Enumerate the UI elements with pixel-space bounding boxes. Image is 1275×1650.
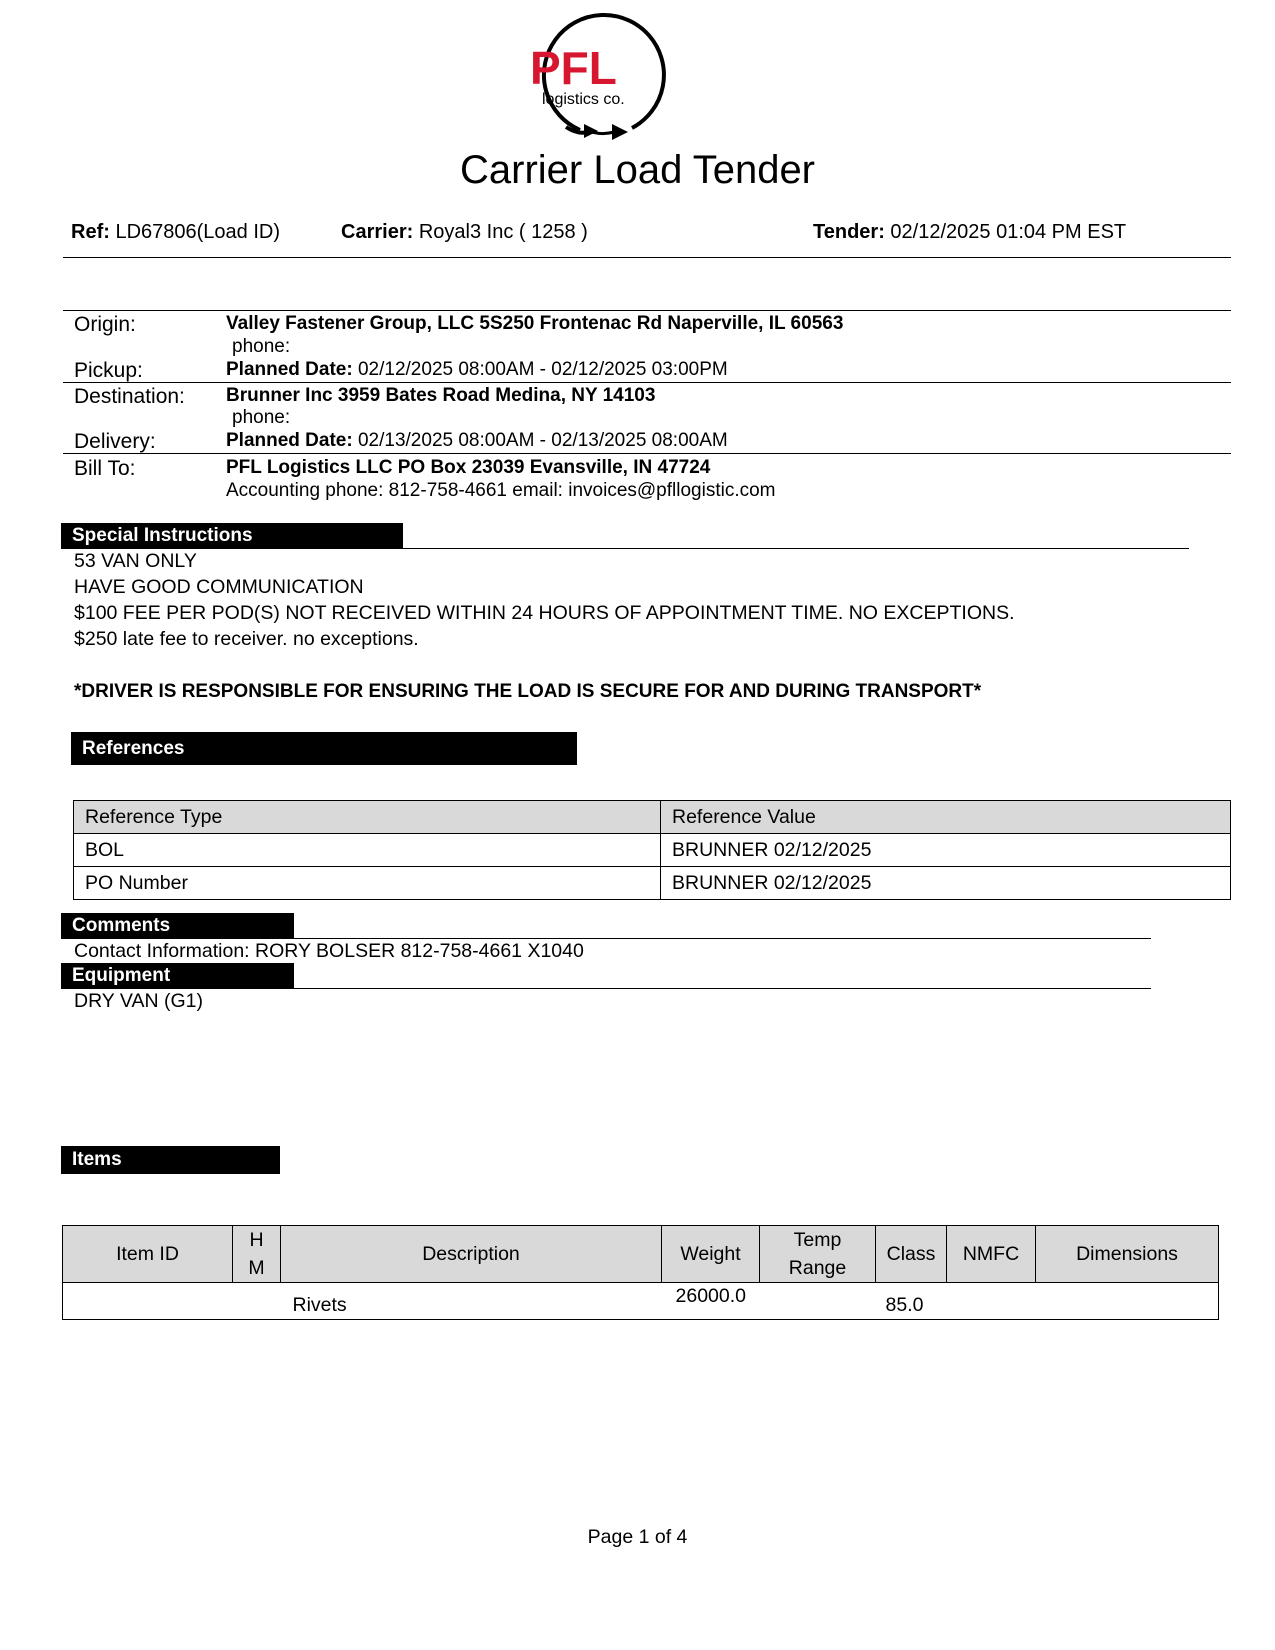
comments-heading: Comments bbox=[61, 913, 294, 939]
description-header: Description bbox=[281, 1226, 662, 1283]
carrier-label: Carrier: bbox=[341, 221, 414, 243]
temp-range-header: Temp Range bbox=[760, 1226, 876, 1283]
table-row bbox=[74, 867, 1231, 900]
reference-type-cell: PO Number bbox=[74, 867, 661, 900]
temp-range-cell bbox=[760, 1283, 876, 1320]
class-header: Class bbox=[876, 1226, 947, 1283]
origin-label: Origin: bbox=[74, 313, 136, 336]
instruction-line: $100 FEE PER POD(S) NOT RECEIVED WITHIN 24 HOURS OF APPOINTMENT TIME. NO EXCEPTIONS. bbox=[74, 602, 1015, 624]
carrier-value: Royal3 Inc ( 1258 ) bbox=[418, 221, 588, 243]
items-heading: Items bbox=[61, 1146, 280, 1174]
equipment-divider bbox=[294, 988, 1151, 989]
origin-divider bbox=[63, 310, 1231, 311]
comments-divider bbox=[294, 938, 1151, 939]
origin-phone: phone: bbox=[232, 336, 291, 357]
delivery-planned-label: Planned Date: bbox=[226, 430, 353, 451]
references-header-row bbox=[74, 801, 1231, 834]
instruction-line: 53 VAN ONLY bbox=[74, 550, 197, 572]
tender-label: Tender: bbox=[813, 221, 885, 243]
billto-label: Bill To: bbox=[74, 457, 136, 480]
logo-brand-text: PFL bbox=[530, 42, 617, 94]
reference-value-cell: BRUNNER 02/12/2025 bbox=[661, 834, 1231, 867]
page-number: Page 1 of 4 bbox=[587, 1526, 688, 1548]
delivery-planned bbox=[226, 430, 728, 452]
items-table bbox=[62, 1225, 1219, 1320]
table-row bbox=[74, 834, 1231, 867]
references-table bbox=[73, 800, 1231, 900]
billto-value: PFL Logistics LLC PO Box 23039 Evansville, IN 47724 bbox=[226, 457, 711, 478]
billto-divider bbox=[63, 453, 1231, 454]
billto-contact: Accounting phone: 812-758-4661 email: invoices@pfllogistic.com bbox=[226, 480, 776, 501]
reference-value-header: Reference Value bbox=[661, 801, 1231, 834]
driver-notice: *DRIVER IS RESPONSIBLE FOR ENSURING THE LOAD IS SECURE FOR AND DURING TRANSPORT* bbox=[74, 681, 982, 702]
reference-value-cell: BRUNNER 02/12/2025 bbox=[661, 867, 1231, 900]
ref-value: LD67806(Load ID) bbox=[115, 221, 281, 243]
header-divider bbox=[63, 257, 1231, 258]
pickup-planned-value: 02/12/2025 08:00AM - 02/12/2025 03:00PM bbox=[357, 359, 728, 380]
reference-type-header: Reference Type bbox=[74, 801, 661, 834]
weight-cell: 26000.0 bbox=[662, 1283, 760, 1320]
pickup-label: Pickup: bbox=[74, 359, 143, 382]
delivery-planned-value: 02/13/2025 08:00AM - 02/13/2025 08:00AM bbox=[357, 430, 728, 451]
pfl-logo bbox=[528, 12, 678, 146]
destination-divider bbox=[63, 382, 1231, 383]
reference-type-cell: BOL bbox=[74, 834, 661, 867]
references-heading: References bbox=[71, 732, 577, 765]
hm-cell bbox=[233, 1283, 281, 1320]
dimensions-header: Dimensions bbox=[1036, 1226, 1219, 1283]
logo-sub-text: logistics co. bbox=[542, 91, 625, 108]
destination-phone: phone: bbox=[232, 407, 291, 428]
instruction-line: $250 late fee to receiver. no exceptions. bbox=[74, 628, 419, 650]
equipment-heading: Equipment bbox=[61, 963, 294, 989]
item-id-cell bbox=[63, 1283, 233, 1320]
table-row bbox=[63, 1283, 1219, 1320]
dimensions-cell bbox=[1036, 1283, 1219, 1320]
special-instructions-divider bbox=[403, 548, 1189, 549]
destination-value: Brunner Inc 3959 Bates Road Medina, NY 14103 bbox=[226, 385, 656, 406]
item-id-header: Item ID bbox=[63, 1226, 233, 1283]
page-title: Carrier Load Tender bbox=[459, 148, 816, 192]
instruction-line: HAVE GOOD COMMUNICATION bbox=[74, 576, 364, 598]
tender-field bbox=[813, 221, 1126, 244]
carrier-field bbox=[341, 221, 588, 244]
class-cell: 85.0 bbox=[876, 1283, 947, 1320]
pickup-planned-label: Planned Date: bbox=[226, 359, 353, 380]
comments-text: Contact Information: RORY BOLSER 812-758-4661 X1040 bbox=[74, 940, 584, 962]
weight-header: Weight bbox=[662, 1226, 760, 1283]
ref-label: Ref: bbox=[71, 221, 110, 243]
equipment-text: DRY VAN (G1) bbox=[74, 990, 203, 1012]
items-header-row bbox=[63, 1226, 1219, 1283]
nmfc-header: NMFC bbox=[947, 1226, 1036, 1283]
origin-value: Valley Fastener Group, LLC 5S250 Frontenac Rd Naperville, IL 60563 bbox=[226, 313, 844, 334]
ref-field bbox=[71, 221, 280, 244]
special-instructions-heading: Special Instructions bbox=[61, 523, 403, 549]
tender-value: 02/12/2025 01:04 PM EST bbox=[890, 221, 1127, 243]
delivery-label: Delivery: bbox=[74, 430, 156, 453]
nmfc-cell bbox=[947, 1283, 1036, 1320]
destination-label: Destination: bbox=[74, 385, 185, 408]
description-cell: Rivets bbox=[281, 1283, 662, 1320]
pickup-planned bbox=[226, 359, 728, 381]
hm-header: H M bbox=[233, 1226, 281, 1283]
